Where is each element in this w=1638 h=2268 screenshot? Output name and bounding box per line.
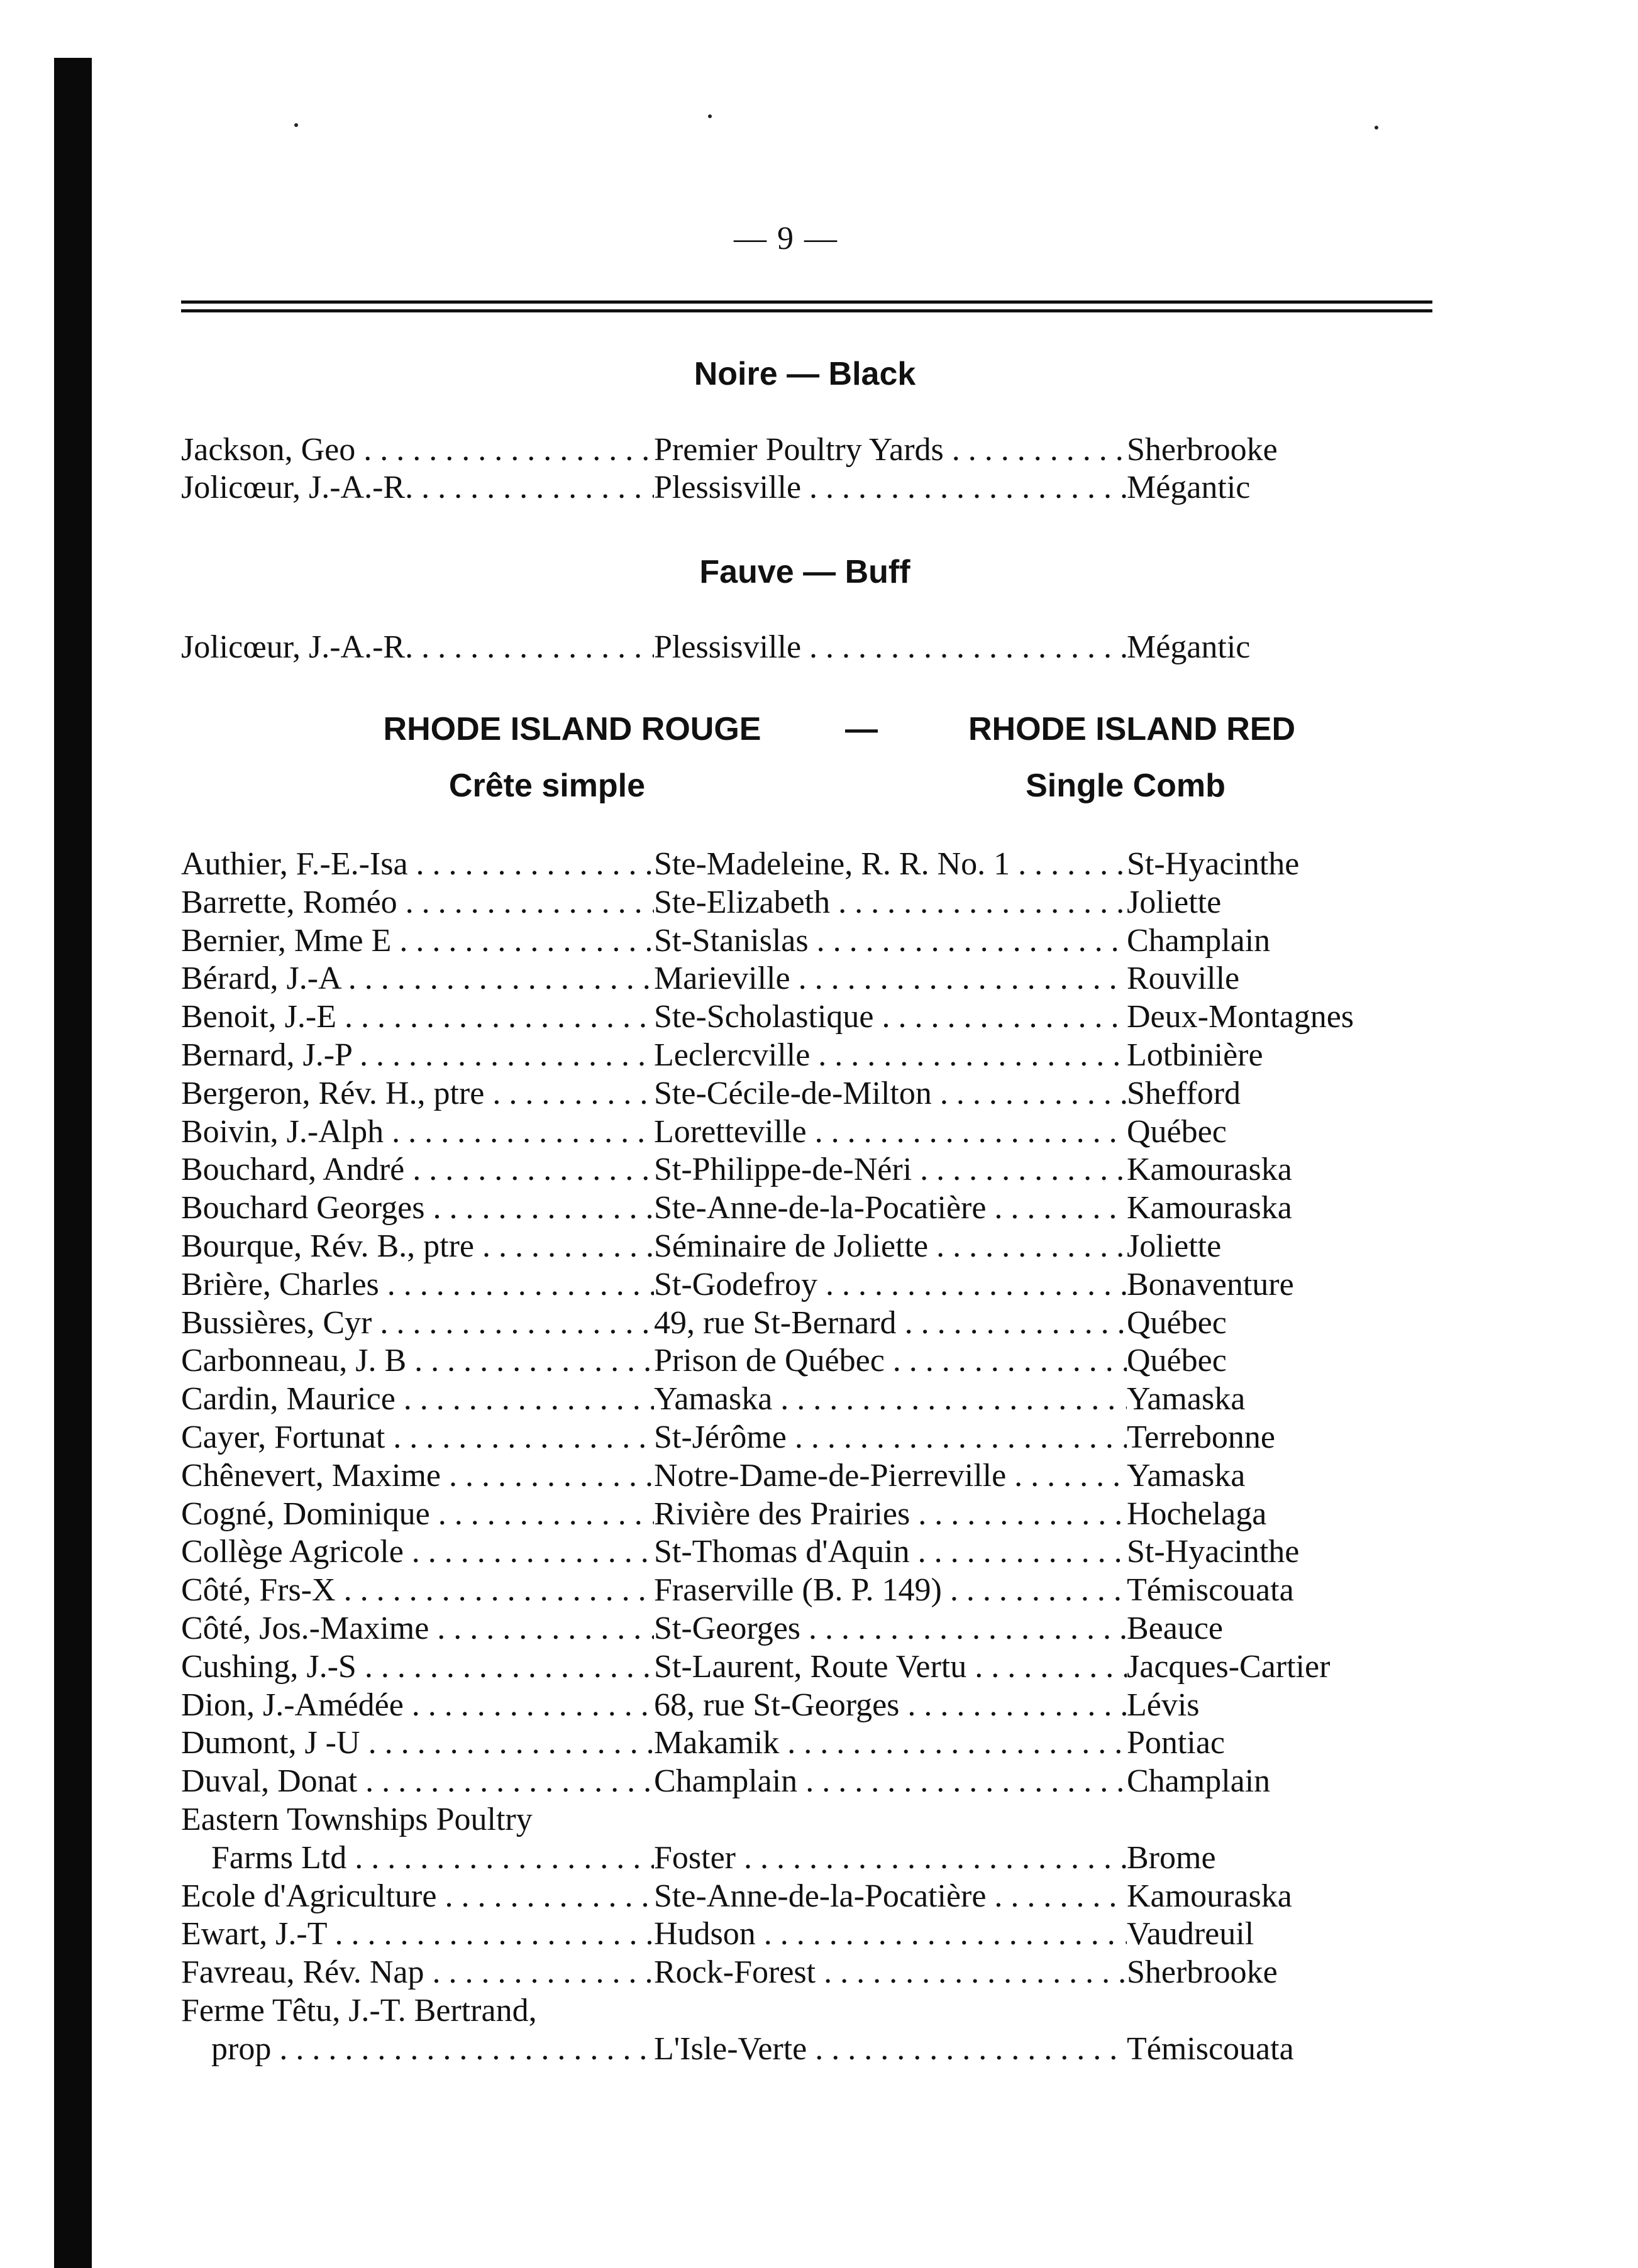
breeder-locality: Makamik . . . bbox=[654, 1724, 1127, 1762]
listing-row bbox=[181, 1342, 1439, 1380]
listing-row bbox=[181, 1533, 1439, 1571]
listing-row bbox=[181, 1037, 1439, 1074]
breeder-name: Carbonneau, J. B . . . bbox=[181, 1342, 654, 1380]
subheading-single-comb-english: Single Comb bbox=[1026, 768, 1226, 804]
header-rule-top bbox=[181, 300, 1432, 304]
header-rule-bottom bbox=[181, 309, 1432, 312]
ink-speck bbox=[294, 123, 298, 127]
breeder-locality: St-Georges . . . bbox=[654, 1610, 1127, 1648]
breeder-locality: Hudson . . . bbox=[654, 1915, 1127, 1953]
breeder-name: Jolicœur, J.-A.-R. . . . bbox=[181, 469, 654, 507]
listing-row bbox=[181, 629, 1439, 666]
breeder-name: Bourque, Rév. B., ptre . . . bbox=[181, 1228, 654, 1265]
breeder-locality: Champlain . . . bbox=[654, 1763, 1127, 1800]
breeder-name: Bérard, J.-A . . . bbox=[181, 960, 654, 998]
breeder-locality: Ste-Anne-de-la-Pocatière . . . bbox=[654, 1189, 1127, 1227]
breeder-county: Pontiac bbox=[1127, 1725, 1225, 1761]
breeder-locality: St-Thomas d'Aquin . . . bbox=[654, 1533, 1127, 1571]
breeder-locality: Rock-Forest . . . bbox=[654, 1954, 1127, 1991]
breeder-county: Hochelaga bbox=[1127, 1496, 1267, 1532]
breeder-locality: Loretteville . . . bbox=[654, 1113, 1127, 1151]
breeder-county: Québec bbox=[1127, 1114, 1227, 1150]
breeder-county: Champlain bbox=[1127, 1763, 1271, 1799]
breeder-locality: St-Godefroy . . . bbox=[654, 1266, 1127, 1304]
breeder-name: Côté, Frs-X . . . bbox=[181, 1572, 654, 1609]
listing-row bbox=[181, 1457, 1439, 1495]
breeder-locality: 68, rue St-Georges . . . bbox=[654, 1687, 1127, 1724]
breeder-locality: St-Stanislas . . . bbox=[654, 922, 1127, 960]
breeder-county: Vaudreuil bbox=[1127, 1916, 1254, 1952]
listing-row bbox=[181, 1724, 1439, 1762]
breeder-name: Cogné, Dominique . . . bbox=[181, 1495, 654, 1533]
section-heading-rir-english: RHODE ISLAND RED bbox=[968, 711, 1296, 747]
breeder-locality: Fraserville (B. P. 149) . . . bbox=[654, 1572, 1127, 1609]
breeder-county: Bonaventure bbox=[1127, 1267, 1294, 1302]
listing-row bbox=[181, 1801, 1439, 1839]
book-spine-shadow bbox=[54, 58, 92, 2268]
breeder-locality: Séminaire de Joliette . . . bbox=[654, 1228, 1127, 1265]
listing-row bbox=[181, 1380, 1439, 1418]
listing-row bbox=[181, 845, 1439, 883]
breeder-county: Jacques-Cartier bbox=[1127, 1649, 1331, 1685]
breeder-county: Lévis bbox=[1127, 1687, 1200, 1723]
listing-row bbox=[181, 922, 1439, 960]
listing-row bbox=[181, 1763, 1439, 1800]
breeder-name: Dumont, J -U . . . bbox=[181, 1724, 654, 1762]
listing-row bbox=[181, 1304, 1439, 1342]
breeder-name: Jackson, Geo . . . bbox=[181, 431, 654, 469]
breeder-county: Mégantic bbox=[1127, 629, 1251, 665]
breeder-locality: Ste-Elizabeth . . . bbox=[654, 884, 1127, 922]
breeder-locality: Marieville . . . bbox=[654, 960, 1127, 998]
breeder-name: Cardin, Maurice . . . bbox=[181, 1380, 654, 1418]
breeder-county: Sherbrooke bbox=[1127, 432, 1278, 468]
breeder-county: Yamaska bbox=[1127, 1381, 1246, 1417]
breeder-county: Yamaska bbox=[1127, 1458, 1246, 1494]
breeder-county: Champlain bbox=[1127, 923, 1271, 959]
ink-speck bbox=[708, 114, 712, 118]
subheading-single-comb-french: Crête simple bbox=[448, 768, 646, 804]
listing-row bbox=[181, 1495, 1439, 1533]
listing-row bbox=[181, 1419, 1439, 1456]
breeder-county: Joliette bbox=[1127, 1228, 1222, 1264]
listing-row bbox=[181, 2030, 1439, 2068]
listing-row bbox=[181, 1839, 1439, 1877]
listing-row bbox=[181, 1572, 1439, 1609]
breeder-county: St-Hyacinthe bbox=[1127, 846, 1300, 882]
breeder-locality: St-Laurent, Route Vertu . . . bbox=[654, 1648, 1127, 1686]
listing-row bbox=[181, 1915, 1439, 1953]
breeder-county: Mégantic bbox=[1127, 470, 1251, 505]
breeder-locality: 49, rue St-Bernard . . . bbox=[654, 1304, 1127, 1342]
breeder-county: Terrebonne bbox=[1127, 1419, 1276, 1455]
breeder-name: Chênevert, Maxime . . . bbox=[181, 1457, 654, 1495]
breeder-locality: Rivière des Prairies . . . bbox=[654, 1495, 1127, 1533]
breeder-name: Cayer, Fortunat . . . bbox=[181, 1419, 654, 1456]
breeder-name: Côté, Jos.-Maxime . . . bbox=[181, 1610, 654, 1648]
listing-row bbox=[181, 1687, 1439, 1724]
section-heading-buff: Fauve — Buff bbox=[699, 554, 910, 590]
listing-row bbox=[181, 884, 1439, 922]
breeder-name: Bernier, Mme E . . . bbox=[181, 922, 654, 960]
breeder-name: Eastern Townships Poultry bbox=[181, 1802, 533, 1837]
breeder-county: Shefford bbox=[1127, 1076, 1241, 1111]
breeder-locality: Plessisville . . . bbox=[654, 469, 1127, 507]
breeder-county: St-Hyacinthe bbox=[1127, 1534, 1300, 1570]
breeder-county: Québec bbox=[1127, 1305, 1227, 1341]
page-number: — 9 — bbox=[734, 221, 838, 256]
ink-speck bbox=[1375, 126, 1378, 129]
listing-row bbox=[181, 1610, 1439, 1648]
listing-row bbox=[181, 960, 1439, 998]
breeder-locality: Ste-Anne-de-la-Pocatière . . . bbox=[654, 1878, 1127, 1915]
breeder-county: Brome bbox=[1127, 1840, 1216, 1876]
breeder-name: Cushing, J.-S . . . bbox=[181, 1648, 654, 1686]
section-heading-black: Noire — Black bbox=[694, 356, 916, 392]
listing-row bbox=[181, 431, 1439, 469]
breeder-county: Deux-Montagnes bbox=[1127, 999, 1354, 1035]
breeder-county: Kamouraska bbox=[1127, 1878, 1292, 1914]
breeder-county: Lotbinière bbox=[1127, 1037, 1263, 1073]
breeder-name: prop . . . bbox=[181, 2030, 654, 2068]
breeder-county: Rouville bbox=[1127, 961, 1240, 996]
breeder-name: Favreau, Rév. Nap . . . bbox=[181, 1954, 654, 1991]
breeder-locality: Ste-Madeleine, R. R. No. 1 . . . bbox=[654, 845, 1127, 883]
breeder-name: Benoit, J.-E . . . bbox=[181, 998, 654, 1036]
listing-row bbox=[181, 998, 1439, 1036]
breeder-locality: Ste-Scholastique . . . bbox=[654, 998, 1127, 1036]
breeder-county: Témiscouata bbox=[1127, 1572, 1294, 1608]
breeder-county: Québec bbox=[1127, 1343, 1227, 1379]
section-heading-rir-dash: — bbox=[845, 711, 878, 747]
breeder-locality: Plessisville . . . bbox=[654, 629, 1127, 666]
breeder-name: Ferme Têtu, J.-T. Bertrand, bbox=[181, 1993, 537, 2029]
breeder-name: Collège Agricole . . . bbox=[181, 1533, 654, 1571]
breeder-county: Beauce bbox=[1127, 1610, 1224, 1646]
breeder-name: Bouchard Georges . . . bbox=[181, 1189, 654, 1227]
breeder-locality: Ste-Cécile-de-Milton . . . bbox=[654, 1075, 1127, 1113]
listing-row bbox=[181, 1228, 1439, 1265]
breeder-county: Sherbrooke bbox=[1127, 1954, 1278, 1990]
breeder-name: Brière, Charles . . . bbox=[181, 1266, 654, 1304]
listing-row bbox=[181, 469, 1439, 507]
breeder-name: Bernard, J.-P . . . bbox=[181, 1037, 654, 1074]
listing-row bbox=[181, 1266, 1439, 1304]
breeder-name: Bouchard, André . . . bbox=[181, 1151, 654, 1189]
breeder-locality: Yamaska . . . bbox=[654, 1380, 1127, 1418]
breeder-name: Ecole d'Agriculture . . . bbox=[181, 1878, 654, 1915]
listing-row bbox=[181, 1189, 1439, 1227]
breeder-county: Témiscouata bbox=[1127, 2031, 1294, 2067]
breeder-name: Duval, Donat . . . bbox=[181, 1763, 654, 1800]
breeder-name: Barrette, Roméo . . . bbox=[181, 884, 654, 922]
breeder-locality: Leclercville . . . bbox=[654, 1037, 1127, 1074]
breeder-name: Bussières, Cyr . . . bbox=[181, 1304, 654, 1342]
listing-row bbox=[181, 1992, 1439, 2030]
breeder-name: Authier, F.-E.-Isa . . . bbox=[181, 845, 654, 883]
breeder-county: Kamouraska bbox=[1127, 1152, 1292, 1187]
listing-row bbox=[181, 1954, 1439, 1991]
breeder-locality: Notre-Dame-de-Pierreville . . . bbox=[654, 1457, 1127, 1495]
breeder-locality: Foster . . . bbox=[654, 1839, 1127, 1877]
listing-row bbox=[181, 1075, 1439, 1113]
breeder-name: Ewart, J.-T . . . bbox=[181, 1915, 654, 1953]
section-heading-rir-french: RHODE ISLAND ROUGE bbox=[383, 711, 761, 747]
breeder-county: Kamouraska bbox=[1127, 1190, 1292, 1226]
breeder-name: Dion, J.-Amédée . . . bbox=[181, 1687, 654, 1724]
listing-row bbox=[181, 1151, 1439, 1189]
breeder-name: Bergeron, Rév. H., ptre . . . bbox=[181, 1075, 654, 1113]
breeder-county: Joliette bbox=[1127, 884, 1222, 920]
breeder-locality: St-Jérôme . . . bbox=[654, 1419, 1127, 1456]
breeder-name: Jolicœur, J.-A.-R. . . . bbox=[181, 629, 654, 666]
breeder-locality: St-Philippe-de-Néri . . . bbox=[654, 1151, 1127, 1189]
listing-row bbox=[181, 1878, 1439, 1915]
breeder-locality: Premier Poultry Yards . . . bbox=[654, 431, 1127, 469]
breeder-locality: L'Isle-Verte . . . bbox=[654, 2030, 1127, 2068]
listing-row bbox=[181, 1648, 1439, 1686]
breeder-locality: Prison de Québec . . . bbox=[654, 1342, 1127, 1380]
breeder-name: Boivin, J.-Alph . . . bbox=[181, 1113, 654, 1151]
listing-row bbox=[181, 1113, 1439, 1151]
breeder-name: Farms Ltd . . . bbox=[181, 1839, 654, 1877]
